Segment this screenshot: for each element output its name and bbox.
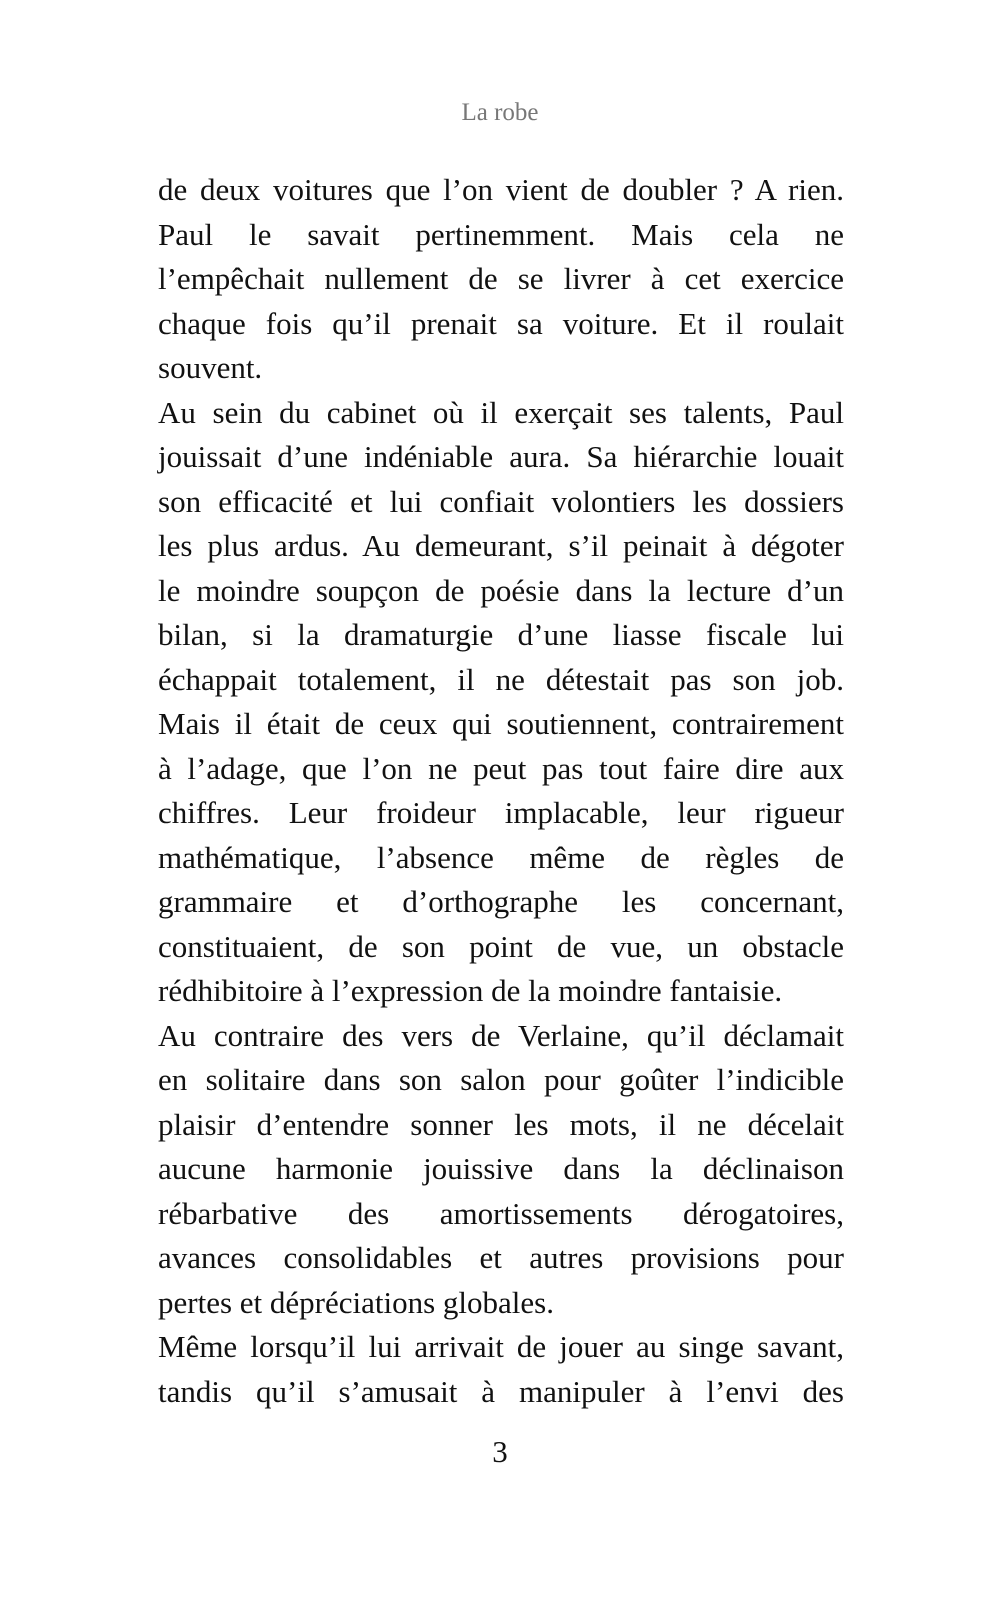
text-line: Au contraire des vers de Verlaine, qu’il déclamait xyxy=(158,1017,844,1053)
text-line: le moindre soupçon de poésie dans la lecture d’un xyxy=(158,572,844,608)
text-line: Paul le savait pertinemment. Mais cela ne xyxy=(158,216,844,252)
text-line: jouissait d’une indéniable aura. Sa hiérarchie louait xyxy=(158,439,844,474)
text-line: chiffres. Leur froideur implacable, leur rigueur xyxy=(158,795,844,830)
text-line: bilan, si la dramaturgie d’une liasse fiscale lui xyxy=(158,617,844,652)
text-line: rébarbative des amortissements dérogatoires, xyxy=(158,1195,844,1231)
text-line: pertes et dépréciations globales. xyxy=(158,1284,554,1320)
running-header-title: La robe xyxy=(461,99,539,126)
text-line: rédhibitoire à l’expression de la moindre fantaisie. xyxy=(158,973,783,1008)
text-line: souvent. xyxy=(158,350,263,385)
text-line: son efficacité et lui confiait volontiers les dossiers xyxy=(158,483,844,519)
text-line: chaque fois qu’il prenait sa voiture. Et il roulait xyxy=(158,305,844,341)
text-line: tandis qu’il s’amusait à manipuler à l’envi des xyxy=(158,1373,844,1409)
text-line: plaisir d’entendre sonner les mots, il ne décelait xyxy=(158,1106,844,1142)
text-line: grammaire et d’orthographe les concernant, xyxy=(158,884,844,919)
text-line: échappait totalement, il ne détestait pas son job. xyxy=(158,661,844,697)
text-line: avances consolidables et autres provisions pour xyxy=(158,1240,844,1275)
text-line: constituaient, de son point de vue, un obstacle xyxy=(158,928,844,964)
text-line: de deux voitures que l’on vient de doubler ? A rien. xyxy=(158,172,844,207)
text-line: l’empêchait nullement de se livrer à cet exercice xyxy=(158,261,844,296)
text-line: Mais il était de ceux qui soutiennent, contrairement xyxy=(158,706,844,741)
text-line: Au sein du cabinet où il exerçait ses talents, Paul xyxy=(158,394,844,430)
text-line: Même lorsqu’il lui arrivait de jouer au singe savant, xyxy=(158,1329,844,1364)
text-line: aucune harmonie jouissive dans la déclinaison xyxy=(158,1151,844,1186)
text-line: mathématique, l’absence même de règles de xyxy=(158,839,844,875)
page-number: 3 xyxy=(492,1434,508,1469)
text-line: en solitaire dans son salon pour goûter l’indicible xyxy=(158,1062,844,1097)
body-text xyxy=(158,168,844,1414)
text-line: les plus ardus. Au demeurant, s’il peinait à dégoter xyxy=(158,528,844,563)
text-line: à l’adage, que l’on ne peut pas tout faire dire aux xyxy=(158,750,844,786)
